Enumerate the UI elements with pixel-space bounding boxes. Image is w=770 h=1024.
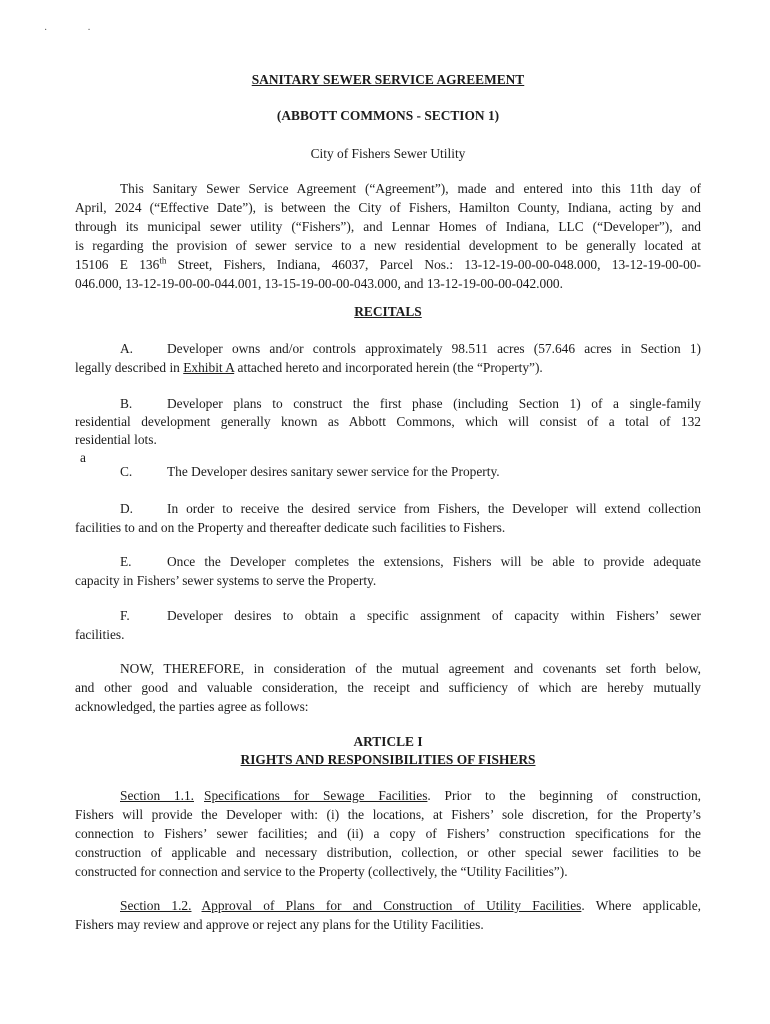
section-1-1-heading: Specifications for Sewage Facilities bbox=[204, 788, 428, 803]
recitals-heading: RECITALS bbox=[354, 304, 422, 319]
document-page: SANITARY SEWER SERVICE AGREEMENT (ABBOTT COMMONS - SECTION 1) City of Fishers Sewer Utility This Sanitary Sewer Service Agreement (“Agreement”), made and entered into this 11th day of April, 2024 (“Effective Date”), is between the City of Fishers, Hamilton County, Indiana, acting by and through its municipal sewer utility (“Fishers”), and Lennar Homes of Indiana, LLC (“Developer”), and is regarding the provision of sewer service to a new residential development to be generally located at 15106 E 136th Street, Fishers, Indiana, 46037, Parcel Nos.: 13-12-19-00-00-048.000, 13-12-19-00-00- 046.000, 13-12-19-00-00-044.001, 13-15-19-00-00-043.000, and 13-12-19-00-00-042.000. RECITALS A. Developer owns and/or controls approximately 98.511 acres (57.646 acres in Section 1) legally described in Exhibit A attached hereto and incorporated herein (the “Property”). B. Developer plans to construct the first phase (including Section 1) of a single-family residential development generally known as Abbott Commons, which will consist of a total of 132 residential lots. a C. The Developer desires sanitary sewer service for the Property. D. In order to receive the desired service from Fishers, the Developer will extend collection facilities to and on the Property and thereafter dedicate such facilities to Fishers. E. Once the Developer completes the extensions, Fishers will be able to provide adequate capacity in Fishers’ sewer systems to serve the Property. F. Developer desires to obtain a specific assignment of capacity within Fishers’ sewer facilities. NOW, THEREFORE, in consideration of the mutual agreement and covenants set forth below, and other good and valuable consideration, the receipt and sufficiency of which are hereby mutually acknowledged, the parties agree as follows: ARTICLE I RIGHTS AND RESPONSIBILITIES OF FISHERS Section 1.1. Specifications for Sewage Facilities. Prior to the beginning of construction, Fishers will provide the Developer with: (i) the locations, at Fishers’ sole discretion, for the Property’s connection to Fishers’ sewer facilities; and (ii) a copy of Fishers’ construction specifications for the construction of applicable and necessary distribution, collection, or other special sewer facilities to be constructed for connection and service to the Property (collectively, the “Utility Facilities”). Section 1.2. Approval of Plans for and Construction of Utility Facilities. Where applicable, Fishers may review and approve or reject any plans for the Utility Facilities. bbox=[75, 72, 701, 932]
section-1-2-number: Section 1.2. bbox=[120, 898, 192, 913]
stray-mark: a bbox=[80, 450, 86, 465]
article-title: RIGHTS AND RESPONSIBILITIES OF FISHERS bbox=[240, 752, 536, 767]
agreement-title: SANITARY SEWER SERVICE AGREEMENT bbox=[251, 72, 525, 87]
section-1-2-heading: Approval of Plans for and Construction of Utility Facilities bbox=[201, 898, 582, 913]
article-number: ARTICLE I bbox=[353, 734, 423, 749]
section-1-1-number: Section 1.1. bbox=[120, 788, 194, 803]
scan-specks: · · bbox=[44, 25, 91, 36]
recital-c: C. The Developer desires sanitary sewer service for the Property. bbox=[120, 464, 500, 479]
utility-name: City of Fishers Sewer Utility bbox=[310, 146, 466, 161]
agreement-subtitle: (ABBOTT COMMONS - SECTION 1) bbox=[276, 108, 500, 123]
exhibit-a-reference: Exhibit A bbox=[183, 360, 235, 375]
